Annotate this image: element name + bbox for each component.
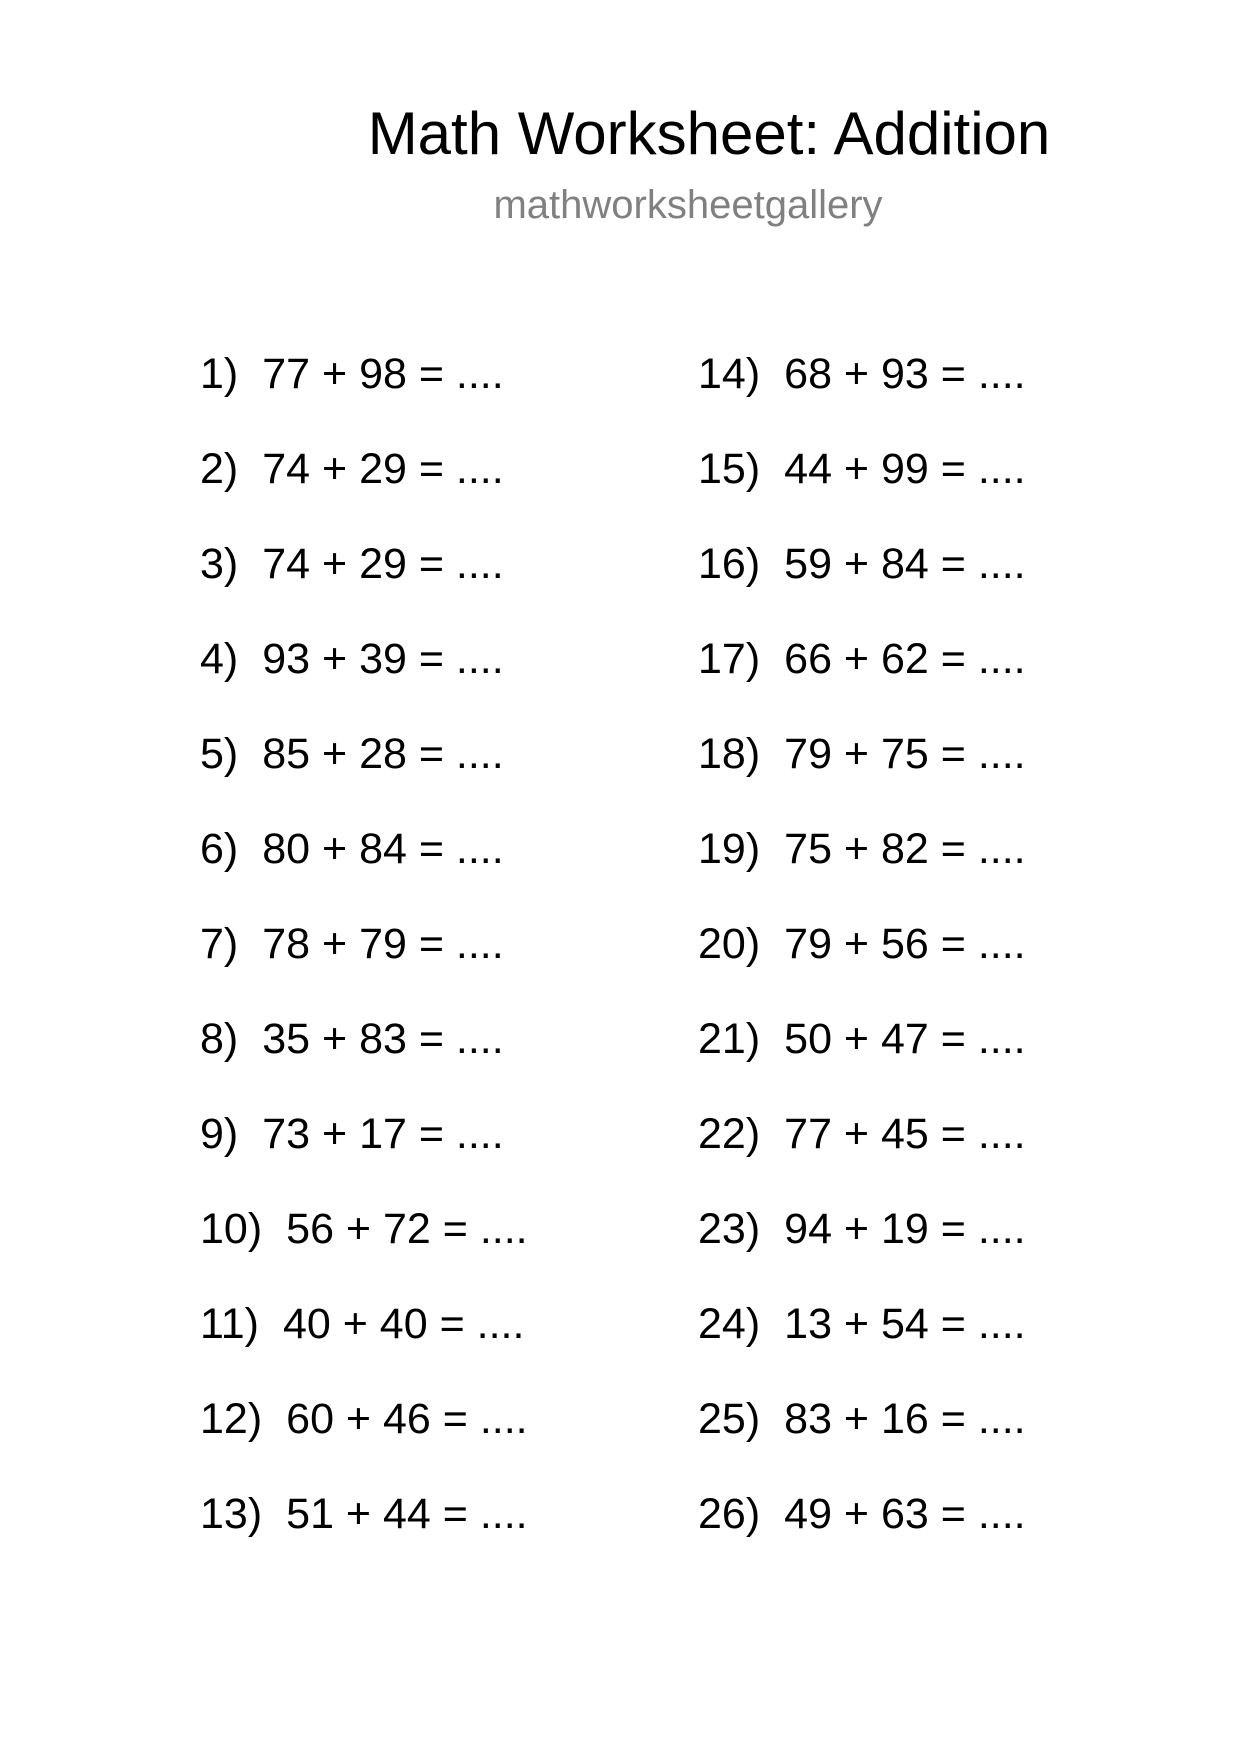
problem-item [200, 1294, 528, 1389]
problem-expression: 75 + 82 = .... [784, 825, 1026, 873]
problem-item [200, 1009, 528, 1104]
problem-number: 19) [698, 825, 761, 873]
problem-item [200, 914, 528, 1009]
problem-expression: 68 + 93 = .... [784, 350, 1026, 398]
problem-number: 16) [698, 540, 761, 588]
problem-item [200, 1484, 528, 1579]
problem-column-left [200, 344, 528, 1579]
problem-number: 3) [200, 540, 239, 588]
problem-expression: 49 + 63 = .... [784, 1490, 1026, 1538]
problem-item [698, 344, 1026, 439]
problem-column-right [698, 344, 1026, 1579]
problem-item [698, 1009, 1026, 1104]
problem-number: 6) [200, 825, 239, 873]
problem-item [698, 914, 1026, 1009]
problem-item [200, 819, 528, 914]
problem-number: 2) [200, 445, 239, 493]
problem-item [698, 1389, 1026, 1484]
problem-expression: 77 + 45 = .... [784, 1110, 1026, 1158]
problem-number: 11) [200, 1300, 259, 1348]
problem-expression: 44 + 99 = .... [784, 445, 1026, 493]
problem-item [698, 1484, 1026, 1579]
problem-expression: 79 + 56 = .... [784, 920, 1026, 968]
problem-number: 1) [200, 350, 239, 398]
site-name-subtitle: mathworksheetgallery [493, 183, 883, 227]
problem-expression: 94 + 19 = .... [784, 1205, 1026, 1253]
problem-expression: 73 + 17 = .... [262, 1110, 504, 1158]
problem-item [200, 1104, 528, 1199]
problem-item [200, 344, 528, 439]
problem-expression: 74 + 29 = .... [262, 540, 504, 588]
problem-expression: 77 + 98 = .... [262, 350, 504, 398]
problem-number: 7) [200, 920, 239, 968]
problem-expression: 66 + 62 = .... [784, 635, 1026, 683]
problem-number: 26) [698, 1490, 761, 1538]
problem-expression: 80 + 84 = .... [262, 825, 504, 873]
problem-item [698, 1104, 1026, 1199]
problem-number: 24) [698, 1300, 761, 1348]
problem-item [698, 724, 1026, 819]
problem-number: 21) [698, 1015, 761, 1063]
problem-expression: 56 + 72 = .... [286, 1205, 528, 1253]
problem-expression: 85 + 28 = .... [262, 730, 504, 778]
problem-number: 23) [698, 1205, 761, 1253]
problem-number: 25) [698, 1395, 761, 1443]
problem-number: 15) [698, 445, 761, 493]
problem-item [698, 1294, 1026, 1389]
problem-item [698, 819, 1026, 914]
problem-item [200, 1389, 528, 1484]
problem-expression: 83 + 16 = .... [784, 1395, 1026, 1443]
problem-item [698, 439, 1026, 534]
problem-expression: 59 + 84 = .... [784, 540, 1026, 588]
problem-item [200, 629, 528, 724]
problem-item [698, 534, 1026, 629]
problem-expression: 13 + 54 = .... [784, 1300, 1026, 1348]
problem-item [200, 534, 528, 629]
problem-number: 13) [200, 1490, 263, 1538]
problem-number: 12) [200, 1395, 263, 1443]
problem-number: 14) [698, 350, 761, 398]
problem-number: 22) [698, 1110, 761, 1158]
problem-expression: 50 + 47 = .... [784, 1015, 1026, 1063]
problem-item [200, 1199, 528, 1294]
page-title: Math Worksheet: Addition [367, 100, 1051, 167]
problem-number: 5) [200, 730, 239, 778]
problem-number: 10) [200, 1205, 263, 1253]
problem-number: 17) [698, 635, 761, 683]
problem-number: 4) [200, 635, 239, 683]
problem-expression: 35 + 83 = .... [262, 1015, 504, 1063]
problem-number: 20) [698, 920, 761, 968]
problem-number: 18) [698, 730, 761, 778]
problem-expression: 78 + 79 = .... [262, 920, 504, 968]
problem-expression: 40 + 40 = .... [282, 1300, 525, 1348]
problem-expression: 93 + 39 = .... [262, 635, 504, 683]
problem-number: 8) [200, 1015, 239, 1063]
problem-item [698, 629, 1026, 724]
problem-item [200, 724, 528, 819]
problem-item [200, 439, 528, 534]
problem-number: 9) [200, 1110, 239, 1158]
problem-expression: 79 + 75 = .... [784, 730, 1026, 778]
problem-expression: 60 + 46 = .... [286, 1395, 528, 1443]
problem-expression: 74 + 29 = .... [262, 445, 504, 493]
problem-item [698, 1199, 1026, 1294]
problem-expression: 51 + 44 = .... [286, 1490, 528, 1538]
